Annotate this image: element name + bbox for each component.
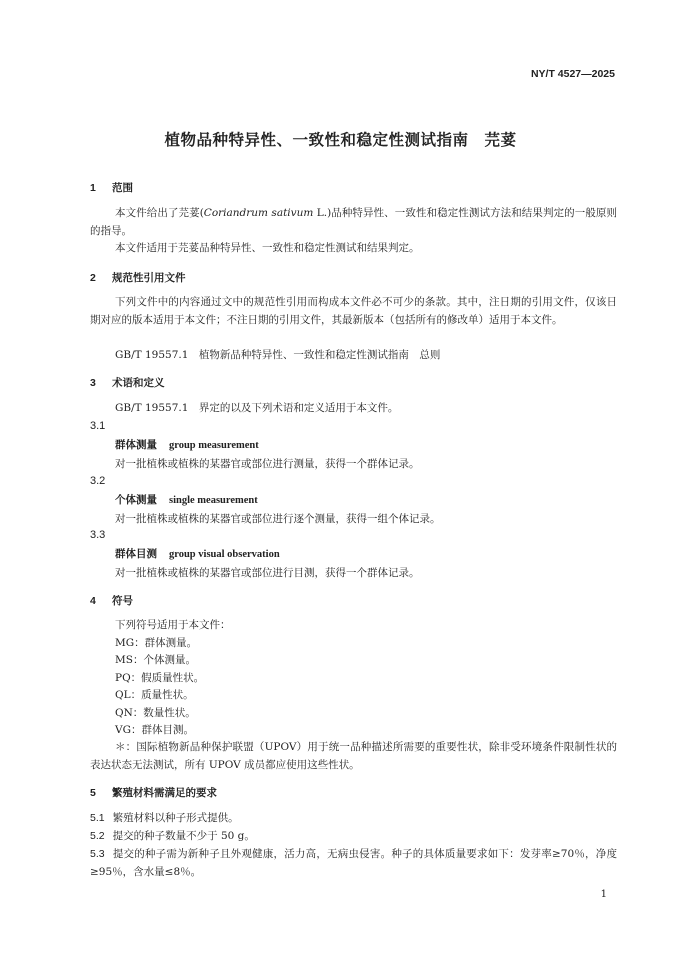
term-definition: 对一批植株或植株的某器官或部位进行测量，获得一个群体记录。 xyxy=(115,458,420,470)
standard-number: NY/T 4527—2025 xyxy=(530,68,615,80)
section-1-paragraph-1: 本文件给出了芫荽(Coriandrum sativum L.)品种特异性、一致性和稳定性测试方法和结果判定的一般原则的指导。 xyxy=(90,207,617,237)
symbol-item: PQ：假质量性状。 xyxy=(115,672,205,684)
section-title: 规范性引用文件 xyxy=(112,272,186,284)
symbol-item: QL：质量性状。 xyxy=(115,689,194,701)
term-definition: 对一批植株或植株的某器官或部位进行逐个测量，获得一组个体记录。 xyxy=(115,513,441,525)
section-5-heading xyxy=(90,785,217,800)
section-2-paragraph: 下列文件中的内容通过文中的规范性引用而构成本文件必不可少的条款。其中，注日期的引用文件，仅该日期对应的版本适用于本文件；不注日期的引用文件，其最新版本（包括所有的修改单）适用于本文件。 xyxy=(90,296,617,326)
latin-name: Coriandrum sativum xyxy=(203,207,314,219)
section-2-heading xyxy=(90,270,186,285)
section-title: 范围 xyxy=(112,182,133,194)
symbol-item: MS：个体测量。 xyxy=(115,654,196,666)
term-heading: 群体目测 group visual observation xyxy=(115,548,280,560)
symbol-item: VG：群体目测。 xyxy=(115,724,194,736)
document-title: 植物品种特异性、一致性和稳定性测试指南 芫荽 xyxy=(164,131,517,149)
page-number: 1 xyxy=(600,889,607,900)
section-number: 2 xyxy=(90,272,96,284)
section-title: 符号 xyxy=(112,595,133,607)
section-number: 4 xyxy=(90,595,96,607)
section-number: 1 xyxy=(90,182,96,194)
normative-reference: GB/T 19557.1 植物新品种特异性、一致性和稳定性测试指南 总则 xyxy=(115,349,441,361)
section-title: 术语和定义 xyxy=(112,377,165,389)
section-number: 5 xyxy=(90,787,96,799)
section-number: 3 xyxy=(90,377,96,389)
term-definition: 对一批植株或植株的某器官或部位进行目测，获得一个群体记录。 xyxy=(115,567,420,579)
requirement-item: 5.2 提交的种子数量不少于 50 g。 xyxy=(90,830,255,842)
section-3-intro: GB/T 19557.1 界定的以及下列术语和定义适用于本文件。 xyxy=(115,402,399,414)
requirement-item: 5.1 繁殖材料以种子形式提供。 xyxy=(90,812,239,824)
section-1-heading xyxy=(90,180,133,195)
term-number: 3.1 xyxy=(90,420,106,432)
term-number: 3.3 xyxy=(90,529,106,541)
section-4-intro: 下列符号适用于本文件： xyxy=(115,619,231,631)
symbol-item: QN：数量性状。 xyxy=(115,707,196,719)
section-1-paragraph-2: 本文件适用于芫荽品种特异性、一致性和稳定性测试和结果判定。 xyxy=(115,242,420,254)
section-3-heading xyxy=(90,375,165,390)
term-number: 3.2 xyxy=(90,475,106,487)
upov-note: ＊：国际植物新品种保护联盟（UPOV）用于统一品种描述所需要的重要性状，除非受环境条件限制性状的表达状态无法测试，所有 UPOV 成员都应使用这些性状。 xyxy=(90,741,617,771)
section-title: 繁殖材料需满足的要求 xyxy=(112,787,217,799)
requirement-item: 5.3 提交的种子需为新种子且外观健康，活力高，无病虫侵害。种子的具体质量要求如下：发芽率≥70％，净度≥95％，含水量≤8％。 xyxy=(90,848,617,878)
term-heading: 个体测量 single measurement xyxy=(115,494,258,506)
term-heading: 群体测量 group measurement xyxy=(115,439,259,451)
section-4-heading xyxy=(90,593,133,608)
symbol-item: MG：群体测量。 xyxy=(115,637,198,649)
